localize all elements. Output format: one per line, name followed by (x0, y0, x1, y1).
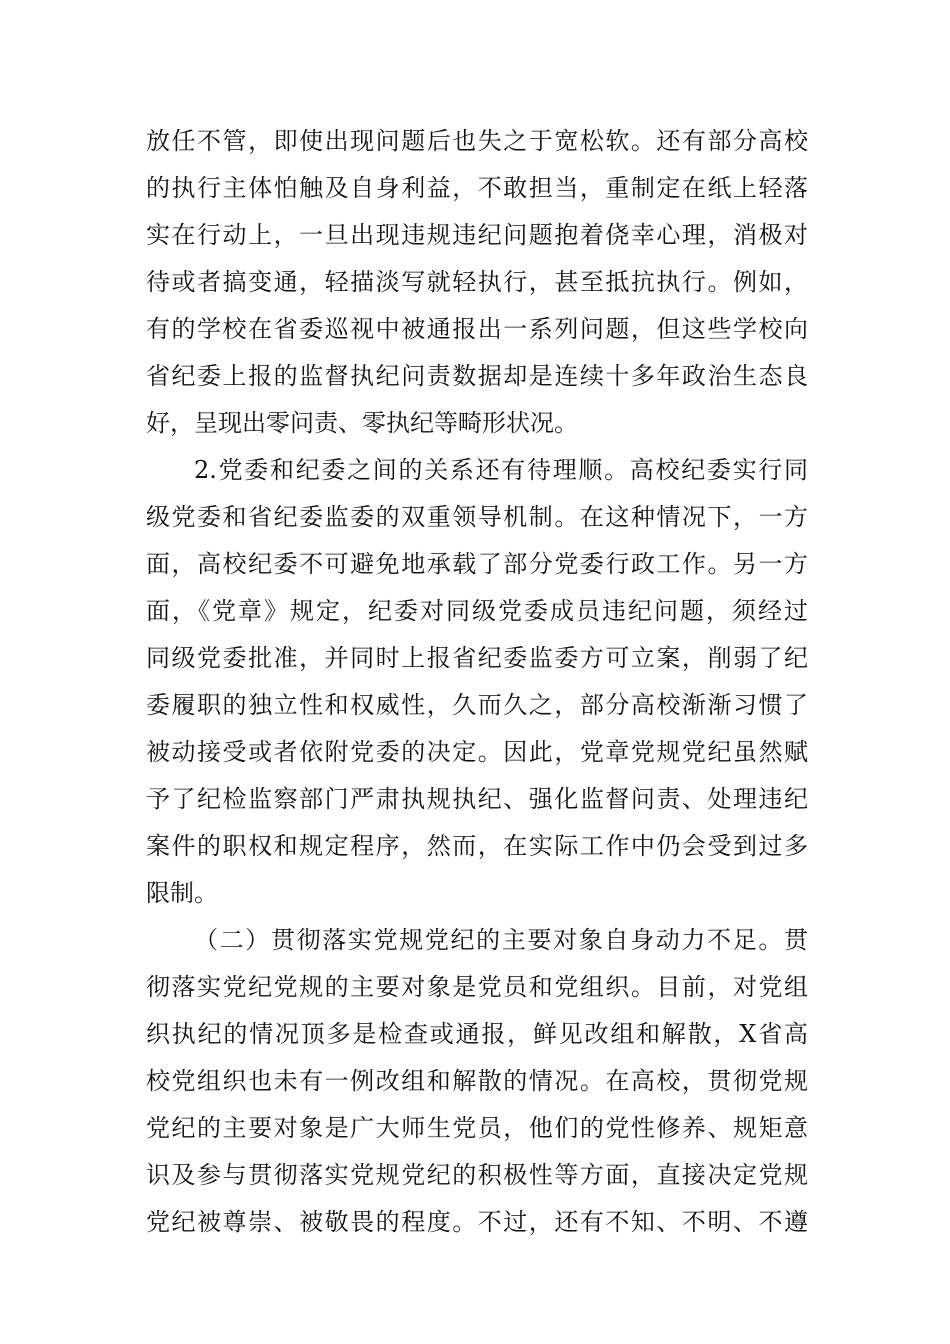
body-text (146, 118, 808, 1246)
section-heading-line: 2.党委和纪委之间的关系还有待理顺。高校纪委实行同 (194, 456, 808, 484)
text-line: 案件的职权和规定程序，然而，在实际工作中仍会受到过多 (146, 832, 808, 860)
text-line: 面，《党章》规定，纪委对同级党委成员违纪问题，须经过 (146, 597, 808, 625)
text-line: 待或者搞变通，轻描淡写就轻执行，甚至抵抗执行。例如， (146, 268, 808, 296)
text-line: 党纪的主要对象是广大师生党员，他们的党性修养、规矩意 (146, 1114, 808, 1142)
text-line: 党纪被尊崇、被敬畏的程度。不过，还有不知、不明、不遵 (146, 1208, 808, 1236)
text-line: 同级党委批准，并同时上报省纪委监委方可立案，削弱了纪 (146, 644, 808, 672)
text-line: 识及参与贯彻落实党规党纪的积极性等方面，直接决定党规 (146, 1161, 808, 1189)
text-line: 实在行动上，一旦出现违规违纪问题抱着侥幸心理，消极对 (146, 221, 808, 249)
text-line: 彻落实党纪党规的主要对象是党员和党组织。目前，对党组 (146, 973, 808, 1001)
text-line: 省纪委上报的监督执纪问责数据却是连续十多年政治生态良 (146, 362, 808, 390)
text-line: 放任不管，即使出现问题后也失之于宽松软。还有部分高校 (146, 127, 808, 155)
text-line: 限制。 (146, 879, 218, 907)
section-heading-line: （二）贯彻落实党规党纪的主要对象自身动力不足。贯 (194, 926, 808, 954)
text-line: 有的学校在省委巡视中被通报出一系列问题，但这些学校向 (146, 315, 808, 343)
text-line: 予了纪检监察部门严肃执规执纪、强化监督问责、处理违纪 (146, 785, 808, 813)
text-line: 被动接受或者依附党委的决定。因此，党章党规党纪虽然赋 (146, 738, 808, 766)
text-line: 校党组织也未有一例改组和解散的情况。在高校，贯彻党规 (146, 1067, 808, 1095)
text-line: 织执纪的情况顶多是检查或通报，鲜见改组和解散，X省高 (146, 1020, 808, 1048)
text-line: 面，高校纪委不可避免地承载了部分党委行政工作。另一方 (146, 550, 808, 578)
text-line: 的执行主体怕触及自身利益，不敢担当，重制定在纸上轻落 (146, 174, 808, 202)
text-line: 委履职的独立性和权威性，久而久之，部分高校渐渐习惯了 (146, 691, 808, 719)
text-line: 好，呈现出零问责、零执纪等畸形状况。 (146, 409, 578, 437)
text-line: 级党委和省纪委监委的双重领导机制。在这种情况下，一方 (146, 503, 808, 531)
